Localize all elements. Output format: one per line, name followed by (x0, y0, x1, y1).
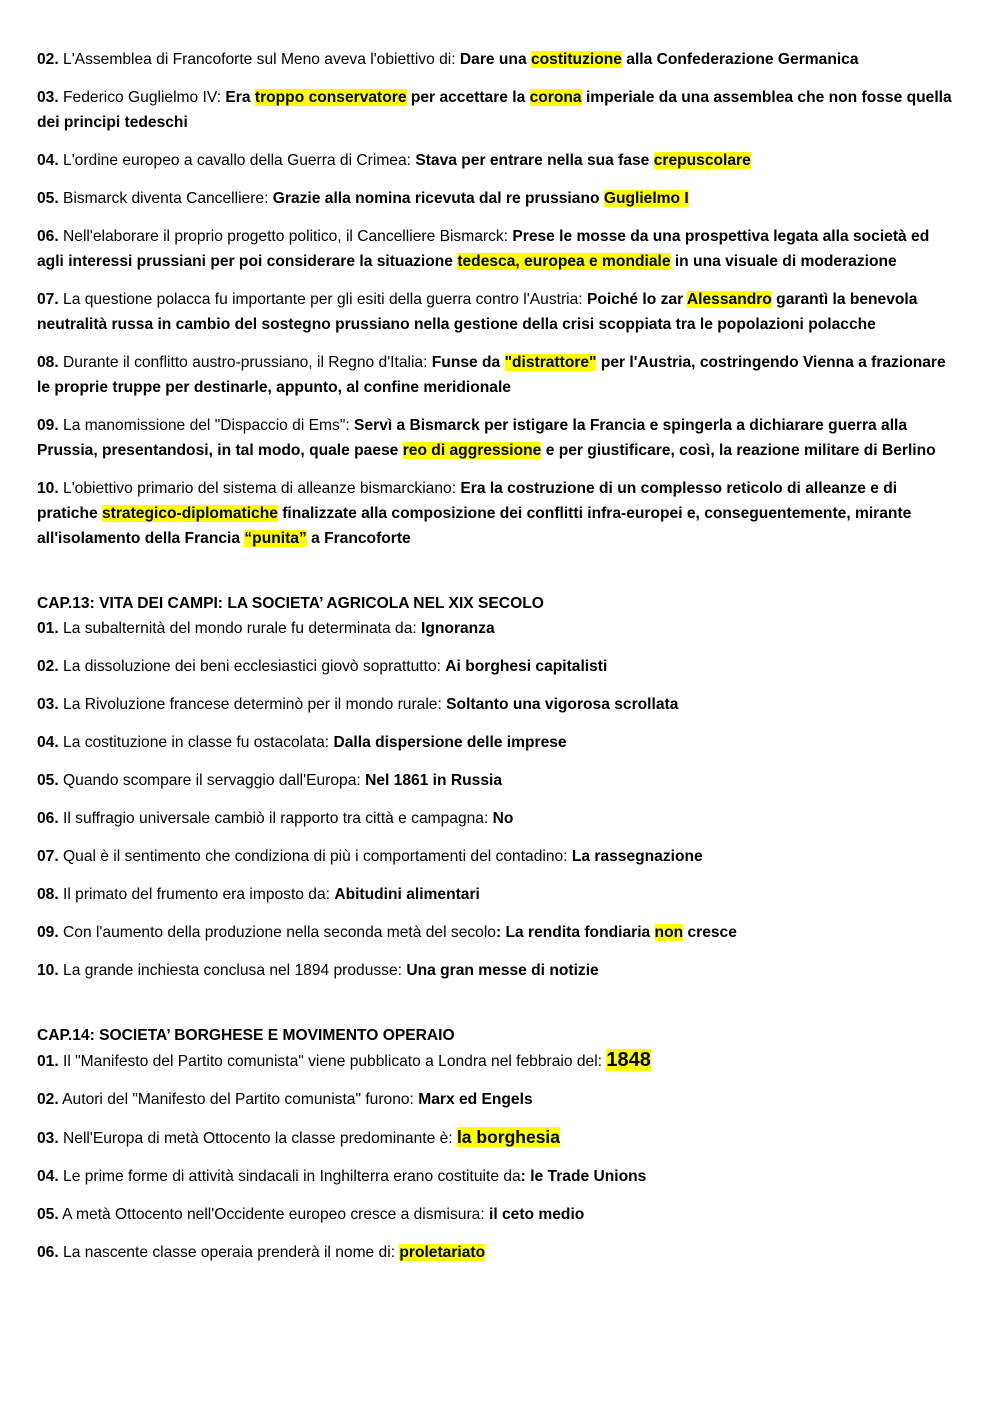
qa-item (37, 350, 955, 400)
answer-text: Prese le mosse da una prospettiva legata alla società ed agli interessi prussiani per poi considerare la situazione (37, 228, 930, 270)
qa-item (37, 1240, 955, 1265)
question-number: 10. (37, 962, 59, 979)
highlighted-answer: proletariato (399, 1244, 486, 1261)
qa-item (37, 654, 955, 679)
question-text: Autori del "Manifesto del Partito comunista" furono: (58, 1091, 419, 1108)
answer-text: Funse da (431, 354, 505, 371)
question-number: 05. (37, 772, 59, 789)
question-text: Con l'aumento della produzione nella seconda metà del secolo (58, 924, 496, 941)
qa-item (37, 413, 955, 463)
answer-text: imperiale da una assemblea che non fosse quella dei principi tedeschi (37, 89, 952, 131)
answer-text: Nel 1861 in Russia (365, 772, 503, 789)
answer-text: Soltanto una vigorosa scrollata (446, 696, 679, 713)
answer-text: Marx ed Engels (418, 1091, 533, 1108)
question-number: 06. (37, 1244, 59, 1261)
answer-text: Stava per entrare nella sua fase (415, 152, 654, 169)
answer-text: Ignoranza (421, 620, 495, 637)
qa-item (37, 882, 955, 907)
answer-text: finalizzate alla composizione dei conflitti infra-europei e, conseguentemente, mirante all'isolamento della Francia (37, 505, 912, 547)
question-number: 06. (37, 228, 59, 245)
highlighted-answer: costituzione (530, 51, 622, 68)
question-text: Il primato del frumento era imposto da: (58, 886, 335, 903)
question-number: 03. (37, 1130, 59, 1147)
highlighted-answer: troppo conservatore (254, 89, 407, 106)
question-text: L'obiettivo primario del sistema di alleanze bismarckiano: (58, 480, 461, 497)
qa-item (37, 1164, 955, 1189)
answer-text: Ai borghesi capitalisti (445, 658, 608, 675)
qa-item (37, 616, 955, 641)
qa-item (37, 287, 955, 337)
question-number: 02. (37, 51, 59, 68)
highlighted-answer: tedesca, europea e mondiale (457, 253, 671, 270)
answer-text: garantì la benevola neutralità russa in cambio del sostegno prussiano nella gestione della crisi scoppiata tra le popolazioni polacche (37, 291, 918, 333)
answer-text: : le Trade Unions (520, 1168, 647, 1185)
highlighted-answer: crepuscolare (653, 152, 751, 169)
answer-text: Era la costruzione di un complesso reticolo di alleanze e di pratiche (37, 480, 898, 522)
highlighted-answer: “punita” (244, 530, 307, 547)
question-number: 02. (37, 658, 59, 675)
question-text: Le prime forme di attività sindacali in Inghilterra erano costituite da (58, 1168, 521, 1185)
answer-text: per accettare la (406, 89, 530, 106)
qa-item (37, 85, 955, 135)
qa-item (37, 844, 955, 869)
qa-item (37, 1087, 955, 1112)
qa-item (37, 692, 955, 717)
answer-text: No (492, 810, 514, 827)
answer-text: in una visuale di moderazione (670, 253, 897, 270)
answer-text: alla Confederazione Germanica (621, 51, 859, 68)
qa-item (37, 730, 955, 755)
qa-item (37, 148, 955, 173)
answer-text: cresce (683, 924, 737, 941)
qa-item (37, 224, 955, 274)
highlighted-answer: 1848 (606, 1049, 651, 1071)
question-number: 05. (37, 1206, 59, 1223)
question-number: 06. (37, 810, 59, 827)
answer-text: per l'Austria, costringendo Vienna a frazionare le proprie truppe per destinarle, appunto, al confine meridionale (37, 354, 946, 396)
question-text: Il suffragio universale cambiò il rapporto tra città e campagna: (58, 810, 493, 827)
answer-text: Dare una (459, 51, 531, 68)
question-number: 05. (37, 190, 59, 207)
qa-item (37, 958, 955, 983)
qa-item (37, 1048, 955, 1074)
section-14-title: CAP.14: SOCIETA’ BORGHESE E MOVIMENTO OPERAIO (37, 1027, 455, 1044)
question-text: Nell'Europa di metà Ottocento la classe predominante è: (58, 1130, 457, 1147)
answer-text: a Francoforte (306, 530, 411, 547)
question-text: A metà Ottocento nell'Occidente europeo cresce a dismisura: (58, 1206, 489, 1223)
section-12-list (37, 47, 955, 551)
question-number: 01. (37, 620, 59, 637)
qa-item (37, 806, 955, 831)
question-number: 03. (37, 696, 59, 713)
highlighted-answer: corona (529, 89, 582, 106)
question-text: La subalternità del mondo rurale fu determinata da: (58, 620, 422, 637)
answer-text: Servì a Bismarck per istigare la Francia e spingerla a dichiarare guerra alla Prussia, presentandosi, in tal modo, quale paese (37, 417, 908, 459)
question-text: Nell'elaborare il proprio progetto politico, il Cancelliere Bismarck: (58, 228, 513, 245)
answer-text: La rassegnazione (571, 848, 703, 865)
highlighted-answer: Alessandro (686, 291, 772, 308)
question-number: 07. (37, 291, 59, 308)
answer-text: Abitudini alimentari (334, 886, 480, 903)
answer-text: il ceto medio (489, 1206, 585, 1223)
section-14-list (37, 1048, 955, 1265)
section-13-title: CAP.13: VITA DEI CAMPI: LA SOCIETA’ AGRICOLA NEL XIX SECOLO (37, 595, 544, 612)
qa-item (37, 47, 955, 72)
question-number: 04. (37, 734, 59, 751)
highlighted-answer: la borghesia (456, 1127, 561, 1147)
qa-item (37, 1125, 955, 1151)
question-text: Durante il conflitto austro-prussiano, il Regno d'Italia: (58, 354, 432, 371)
question-text: La costituzione in classe fu ostacolata: (58, 734, 334, 751)
highlighted-answer: strategico-diplomatiche (102, 505, 278, 522)
qa-item (37, 768, 955, 793)
qa-item (37, 1202, 955, 1227)
question-text: La dissoluzione dei beni ecclesiastici giovò soprattutto: (58, 658, 446, 675)
question-text: La questione polacca fu importante per gli esiti della guerra contro l'Austria: (58, 291, 587, 308)
question-number: 09. (37, 417, 59, 434)
answer-text: Una gran messe di notizie (406, 962, 599, 979)
question-text: Federico Guglielmo IV: (58, 89, 226, 106)
question-text: La nascente classe operaia prenderà il nome di: (58, 1244, 400, 1261)
highlighted-answer: reo di aggressione (402, 442, 542, 459)
answer-text: Poiché lo zar (586, 291, 687, 308)
question-text: Il "Manifesto del Partito comunista" viene pubblicato a Londra nel febbraio del: (58, 1053, 607, 1070)
question-number: 08. (37, 886, 59, 903)
question-number: 01. (37, 1053, 59, 1070)
qa-item (37, 476, 955, 551)
question-number: 04. (37, 152, 59, 169)
highlighted-answer: Guglielmo I (603, 190, 689, 207)
question-number: 08. (37, 354, 59, 371)
answer-text: Era (225, 89, 255, 106)
question-number: 03. (37, 89, 59, 106)
question-number: 10. (37, 480, 59, 497)
question-number: 09. (37, 924, 59, 941)
question-number: 07. (37, 848, 59, 865)
question-number: 04. (37, 1168, 59, 1185)
question-text: Qual è il sentimento che condiziona di più i comportamenti del contadino: (58, 848, 572, 865)
answer-text: e per giustificare, così, la reazione militare di Berlino (541, 442, 936, 459)
answer-text: Grazie alla nomina ricevuta dal re prussiano (272, 190, 604, 207)
question-text: Bismarck diventa Cancelliere: (58, 190, 273, 207)
answer-text: : La rendita fondiaria (495, 924, 655, 941)
section-13-list (37, 616, 955, 983)
question-number: 02. (37, 1091, 59, 1108)
question-text: La Rivoluzione francese determinò per il mondo rurale: (58, 696, 447, 713)
qa-item (37, 920, 955, 945)
question-text: Quando scompare il servaggio dall'Europa: (58, 772, 366, 789)
question-text: La grande inchiesta conclusa nel 1894 produsse: (58, 962, 407, 979)
answer-text: Dalla dispersione delle imprese (333, 734, 567, 751)
highlighted-answer: non (654, 924, 684, 941)
highlighted-answer: "distrattore" (504, 354, 597, 371)
question-text: L'Assemblea di Francoforte sul Meno aveva l'obiettivo di: (58, 51, 460, 68)
question-text: La manomissione del "Dispaccio di Ems": (58, 417, 355, 434)
qa-item (37, 186, 955, 211)
question-text: L'ordine europeo a cavallo della Guerra di Crimea: (58, 152, 416, 169)
